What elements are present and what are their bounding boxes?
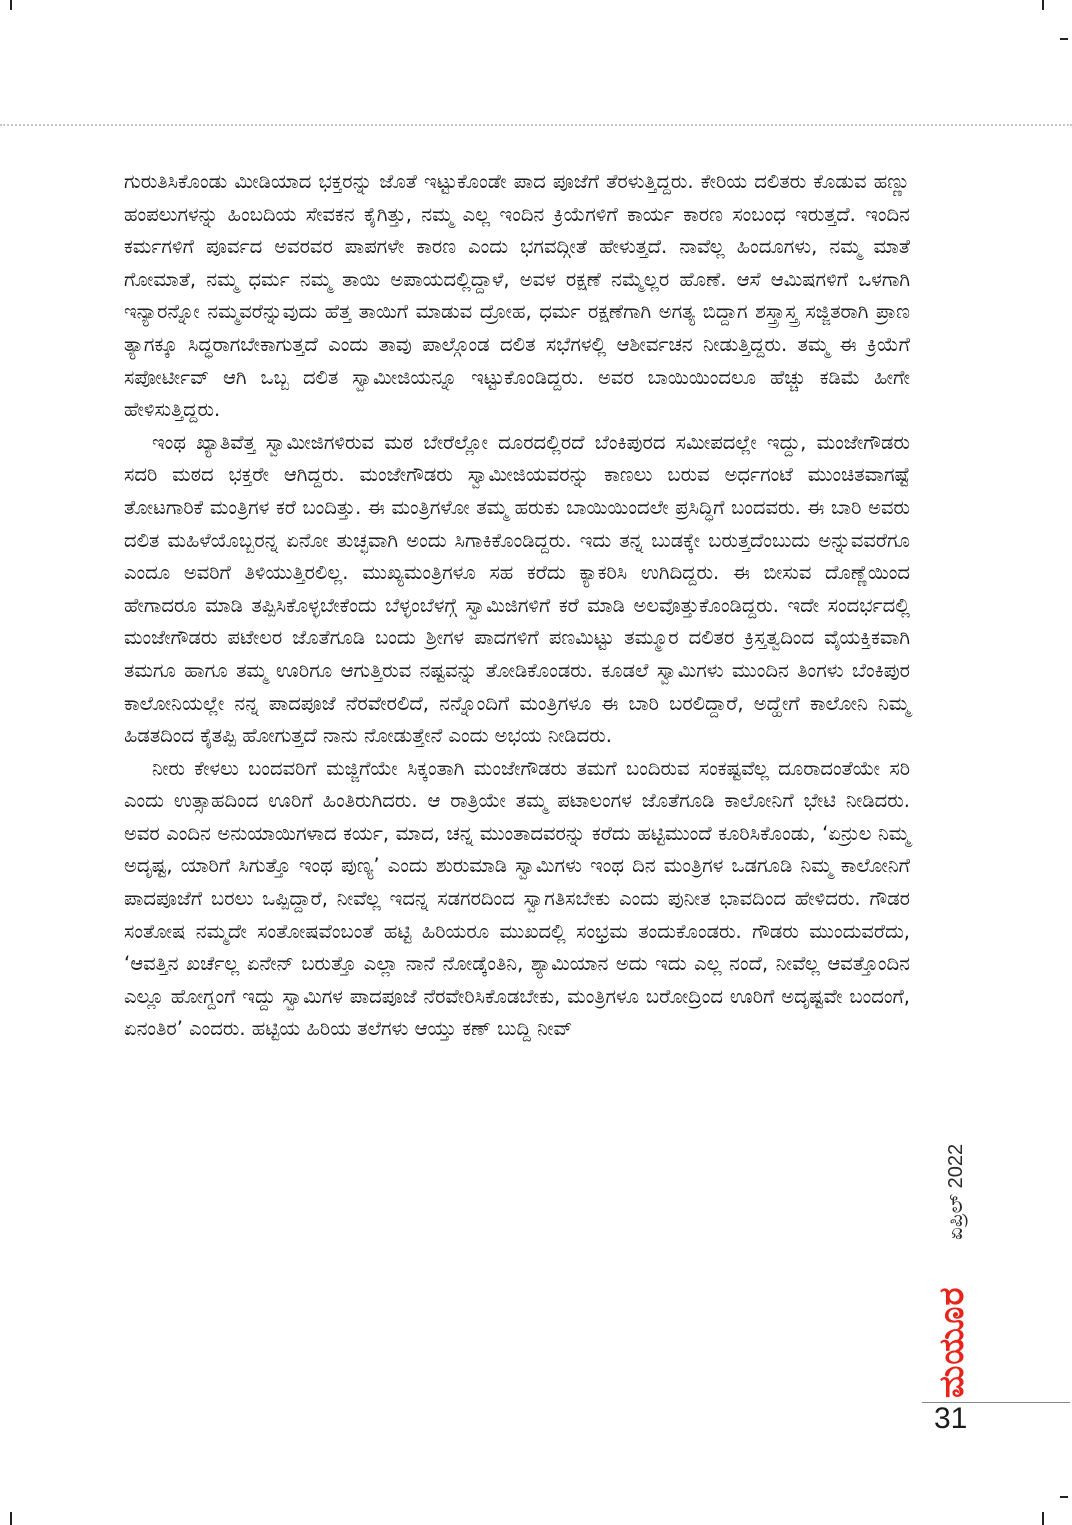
crop-mark-bottom-left bbox=[10, 1512, 12, 1525]
crop-mark-right-upper bbox=[1060, 38, 1068, 40]
magazine-logo: ಮಯೂರ bbox=[932, 1286, 972, 1398]
paragraph-3: ನೀರು ಕೇಳಲು ಬಂದವರಿಗೆ ಮಜ್ಜಿಗೆಯೇ ಸಿಕ್ಕಂತಾಗಿ ಮಂಜೇಗೌಡರು ತಮಗೆ ಬಂದಿರುವ ಸಂಕಷ್ಟವೆಲ್ಲ ದೂರಾದಂತೆಯೇ ಸರಿ ಎಂದು ಉತ್ಸಾಹದಿಂದ ಊರಿಗೆ ಹಿಂತಿರುಗಿದರು. ಆ ರಾತ್ರಿಯೇ ತಮ್ಮ ಪಟಾಲಂಗಳ ಜೊತೆಗೂಡಿ ಕಾಲೋನಿಗೆ ಭೇಟಿ ನೀಡಿದರು. ಅವರ ಎಂದಿನ ಅನುಯಾಯಿಗಳಾದ ಕರ್ಯ, ಮಾದ, ಚನ್ನ ಮುಂತಾದವರನ್ನು ಕರೆದು ಹಟ್ಟಿಮುಂದೆ ಕೂರಿಸಿಕೊಂಡು, ‘ಏನ್ರುಲ ನಿಮ್ಮ ಅದೃಷ್ಟ, ಯಾರಿಗೆ ಸಿಗುತ್ತೊ ಇಂಥ ಪುಣ್ಯ’ ಎಂದು ಶುರುಮಾಡಿ ಸ್ವಾಮಿಗಳು ಇಂಥ ದಿನ ಮಂತ್ರಿಗಳ ಒಡಗೂಡಿ ನಿಮ್ಮ ಕಾಲೋನಿಗೆ ಪಾದಪೂಜೆಗೆ ಬರಲು ಒಪ್ಪಿದ್ದಾರೆ, ನೀವೆಲ್ಲ ಇದನ್ನ ಸಡಗರದಿಂದ ಸ್ವಾಗತಿಸಬೇಕು ಎಂದು ಪುನೀತ ಭಾವದಿಂದ ಹೇಳಿದರು. ಗೌಡರ ಸಂತೋಷ ನಮ್ಮದೇ ಸಂತೋಷವೆಂಬಂತೆ ಹಟ್ಟಿ ಹಿರಿಯರೂ ಮುಖದಲ್ಲಿ ಸಂಭ್ರಮ ತಂದುಕೊಂಡರು. ಗೌಡರು ಮುಂದುವರೆದು, ‘ಆವತ್ತಿನ ಖರ್ಚೆಲ್ಲ ಏನೇನ್ ಬರುತ್ತೊ ಎಲ್ಲಾ ನಾನೆ ನೋಡ್ಕೆಂತಿನಿ, ಶ್ಯಾಮಿಯಾನ ಅದು ಇದು ಎಲ್ಲ ನಂದೆ, ನೀವೆಲ್ಲ ಆವತ್ತೊಂದಿನ ಎಲ್ಲೂ ಹೋಗ್ದಂಗೆ ಇದ್ದು ಸ್ವಾಮಿಗಳ ಪಾದಪೂಜೆ ನೆರವೇರಿಸಿಕೊಡಬೇಕು, ಮಂತ್ರಿಗಳೂ ಬರೋದ್ರಿಂದ ಊರಿಗೆ ಅದೃಷ್ಟವೇ ಬಂದಂಗೆ, ಏನಂತಿರ’ ಎಂದರು. ಹಟ್ಟಿಯ ಹಿರಿಯ ತಲೆಗಳು ಆಯ್ತು ಕಣ್ ಬುದ್ದಿ ನೀವ್ bbox=[124, 756, 910, 1041]
crop-mark-bottom-right bbox=[1042, 1512, 1044, 1525]
crop-mark-top-right bbox=[1042, 0, 1044, 10]
paragraph-1: ಗುರುತಿಸಿಕೊಂಡು ಮೀಡಿಯಾದ ಭಕ್ತರನ್ನು ಜೊತೆ ಇಟ್ಟುಕೊಂಡೇ ಪಾದ ಪೂಜೆಗೆ ತೆರಳುತ್ತಿದ್ದರು. ಕೇರಿಯ ದಲಿತರು ಕೊಡುವ ಹಣ್ಣು ಹಂಪಲುಗಳನ್ನು ಹಿಂಬದಿಯ ಸೇವಕನ ಕೈಗಿತ್ತು, ನಮ್ಮ ಎಲ್ಲ ಇಂದಿನ ಕ್ರಿಯೆಗಳಿಗೆ ಕಾರ್ಯ ಕಾರಣ ಸಂಬಂಧ ಇರುತ್ತದೆ. ಇಂದಿನ ಕರ್ಮಗಳಿಗೆ ಪೂರ್ವದ ಅವರವರ ಪಾಪಗಳೇ ಕಾರಣ ಎಂದು ಭಗವದ್ಗೀತೆ ಹೇಳುತ್ತದೆ. ನಾವೆಲ್ಲ ಹಿಂದೂಗಳು, ನಮ್ಮ ಮಾತೆ ಗೋಮಾತೆ, ನಮ್ಮ ಧರ್ಮ ನಮ್ಮ ತಾಯಿ ಅಪಾಯದಲ್ಲಿದ್ದಾಳೆ, ಅವಳ ರಕ್ಷಣೆ ನಮ್ಮೆಲ್ಲರ ಹೊಣೆ. ಆಸೆ ಆಮಿಷಗಳಿಗೆ ಒಳಗಾಗಿ ಇನ್ಯಾರನ್ನೋ ನಮ್ಮವರೆನ್ನುವುದು ಹೆತ್ತ ತಾಯಿಗೆ ಮಾಡುವ ದ್ರೋಹ, ಧರ್ಮ ರಕ್ಷಣೆಗಾಗಿ ಅಗತ್ಯ ಬಿದ್ದಾಗ ಶಸ್ತ್ರಾಸ್ತ್ರ ಸಜ್ಜಿತರಾಗಿ ಪ್ರಾಣ ತ್ಯಾಗಕ್ಕೂ ಸಿದ್ಧರಾಗಬೇಕಾಗುತ್ತದೆ ಎಂದು ತಾವು ಪಾಲ್ಗೊಂಡ ದಲಿತ ಸಭೆಗಳಲ್ಲಿ ಆಶೀರ್ವಚನ ನೀಡುತ್ತಿದ್ದರು. ತಮ್ಮ ಈ ಕ್ರಿಯೆಗೆ ಸಪೋರ್ಟೀವ್ ಆಗಿ ಒಬ್ಬ ದಲಿತ ಸ್ವಾಮೀಜಿಯನ್ನೂ ಇಟ್ಟುಕೊಂಡಿದ್ದರು. ಅವರ ಬಾಯಿಯಿಂದಲೂ ಹೆಚ್ಚು ಕಡಿಮೆ ಹೀಗೇ ಹೇಳಿಸುತ್ತಿದ್ದರು. bbox=[124, 170, 910, 422]
page-number: 31 bbox=[934, 1402, 968, 1435]
header-dotted-rule bbox=[0, 124, 1072, 126]
paragraph-2: ಇಂಥ ಖ್ಯಾತಿವೆತ್ತ ಸ್ವಾಮೀಜಿಗಳಿರುವ ಮಠ ಬೇರೆಲ್ಲೋ ದೂರದಲ್ಲಿರದೆ ಬೆಂಕಿಪುರದ ಸಮೀಪದಲ್ಲೇ ಇದ್ದು, ಮಂಜೇಗೌಡರು ಸದರಿ ಮಠದ ಭಕ್ತರೇ ಆಗಿದ್ದರು. ಮಂಜೇಗೌಡರು ಸ್ವಾಮೀಜಿಯವರನ್ನು ಕಾಣಲು ಬರುವ ಅರ್ಧಗಂಟೆ ಮುಂಚಿತವಾಗಷ್ಟೆ ತೋಟಗಾರಿಕೆ ಮಂತ್ರಿಗಳ ಕರೆ ಬಂದಿತ್ತು. ಈ ಮಂತ್ರಿಗಳೋ ತಮ್ಮ ಹರುಕು ಬಾಯಿಯಿಂದಲೇ ಪ್ರಸಿದ್ಧಿಗೆ ಬಂದವರು. ಈ ಬಾರಿ ಅವರು ದಲಿತ ಮಹಿಳೆಯೊಬ್ಬರನ್ನ ಏನೋ ತುಚ್ಛವಾಗಿ ಅಂದು ಸಿಗಾಕಿಕೊಂಡಿದ್ದರು. ಇದು ತನ್ನ ಬುಡಕ್ಕೇ ಬರುತ್ತದೆಂಬುದು ಅನ್ನುವವರೆಗೂ ಎಂದೂ ಅವರಿಗೆ ತಿಳಿಯುತ್ತಿರಲಿಲ್ಲ. ಮುಖ್ಯಮಂತ್ರಿಗಳೂ ಸಹ ಕರೆದು ಕ್ಯಾಕರಿಸಿ ಉಗಿದಿದ್ದರು. ಈ ಬೀಸುವ ದೊಣ್ಣೆಯಿಂದ ಹೇಗಾದರೂ ಮಾಡಿ ತಪ್ಪಿಸಿಕೊಳ್ಳಬೇಕೆಂದು ಬೆಳ್ಳಂಬೆಳಗ್ಗೆ ಸ್ವಾಮಿಜಿಗಳಿಗೆ ಕರೆ ಮಾಡಿ ಅಲವೊತ್ತುಕೊಂಡಿದ್ದರು. ಇದೇ ಸಂದರ್ಭದಲ್ಲಿ ಮಂಜೇಗೌಡರು ಪಟೇಲರ ಜೊತೆಗೂಡಿ ಬಂದು ಶ್ರೀಗಳ ಪಾದಗಳಿಗೆ ಪಣಮಿಟ್ಟು ತಮ್ಮೂರ ದಲಿತರ ಕ್ರಿಸ್ತತ್ವದಿಂದ ವೈಯಕ್ತಿಕವಾಗಿ ತಮಗೂ ಹಾಗೂ ತಮ್ಮ ಊರಿಗೂ ಆಗುತ್ತಿರುವ ನಷ್ಟವನ್ನು ತೋಡಿಕೊಂಡರು. ಕೂಡಲೆ ಸ್ವಾಮಿಗಳು ಮುಂದಿನ ತಿಂಗಳು ಬೆಂಕಿಪುರ ಕಾಲೋನಿಯಲ್ಲೇ ನನ್ನ ಪಾದಪೂಜೆ ನೆರವೇರಲಿದೆ, ನನ್ನೊಂದಿಗೆ ಮಂತ್ರಿಗಳೂ ಈ ಬಾರಿ ಬರಲಿದ್ದಾರೆ, ಅದ್ಹೇಗೆ ಕಾಲೋನಿ ನಿಮ್ಮ ಹಿಡತದಿಂದ ಕೈತಪ್ಪಿ ಹೋಗುತ್ತದೆ ನಾನು ನೋಡುತ್ತೇನೆ ಎಂದು ಅಭಯ ನೀಡಿದರು. bbox=[124, 430, 910, 748]
issue-date: ಏಪ್ರಿಲ್ 2022 bbox=[945, 1143, 967, 1240]
article-body bbox=[124, 166, 910, 1046]
crop-mark-right-lower bbox=[1060, 1496, 1068, 1498]
crop-mark-top-left bbox=[10, 0, 12, 10]
